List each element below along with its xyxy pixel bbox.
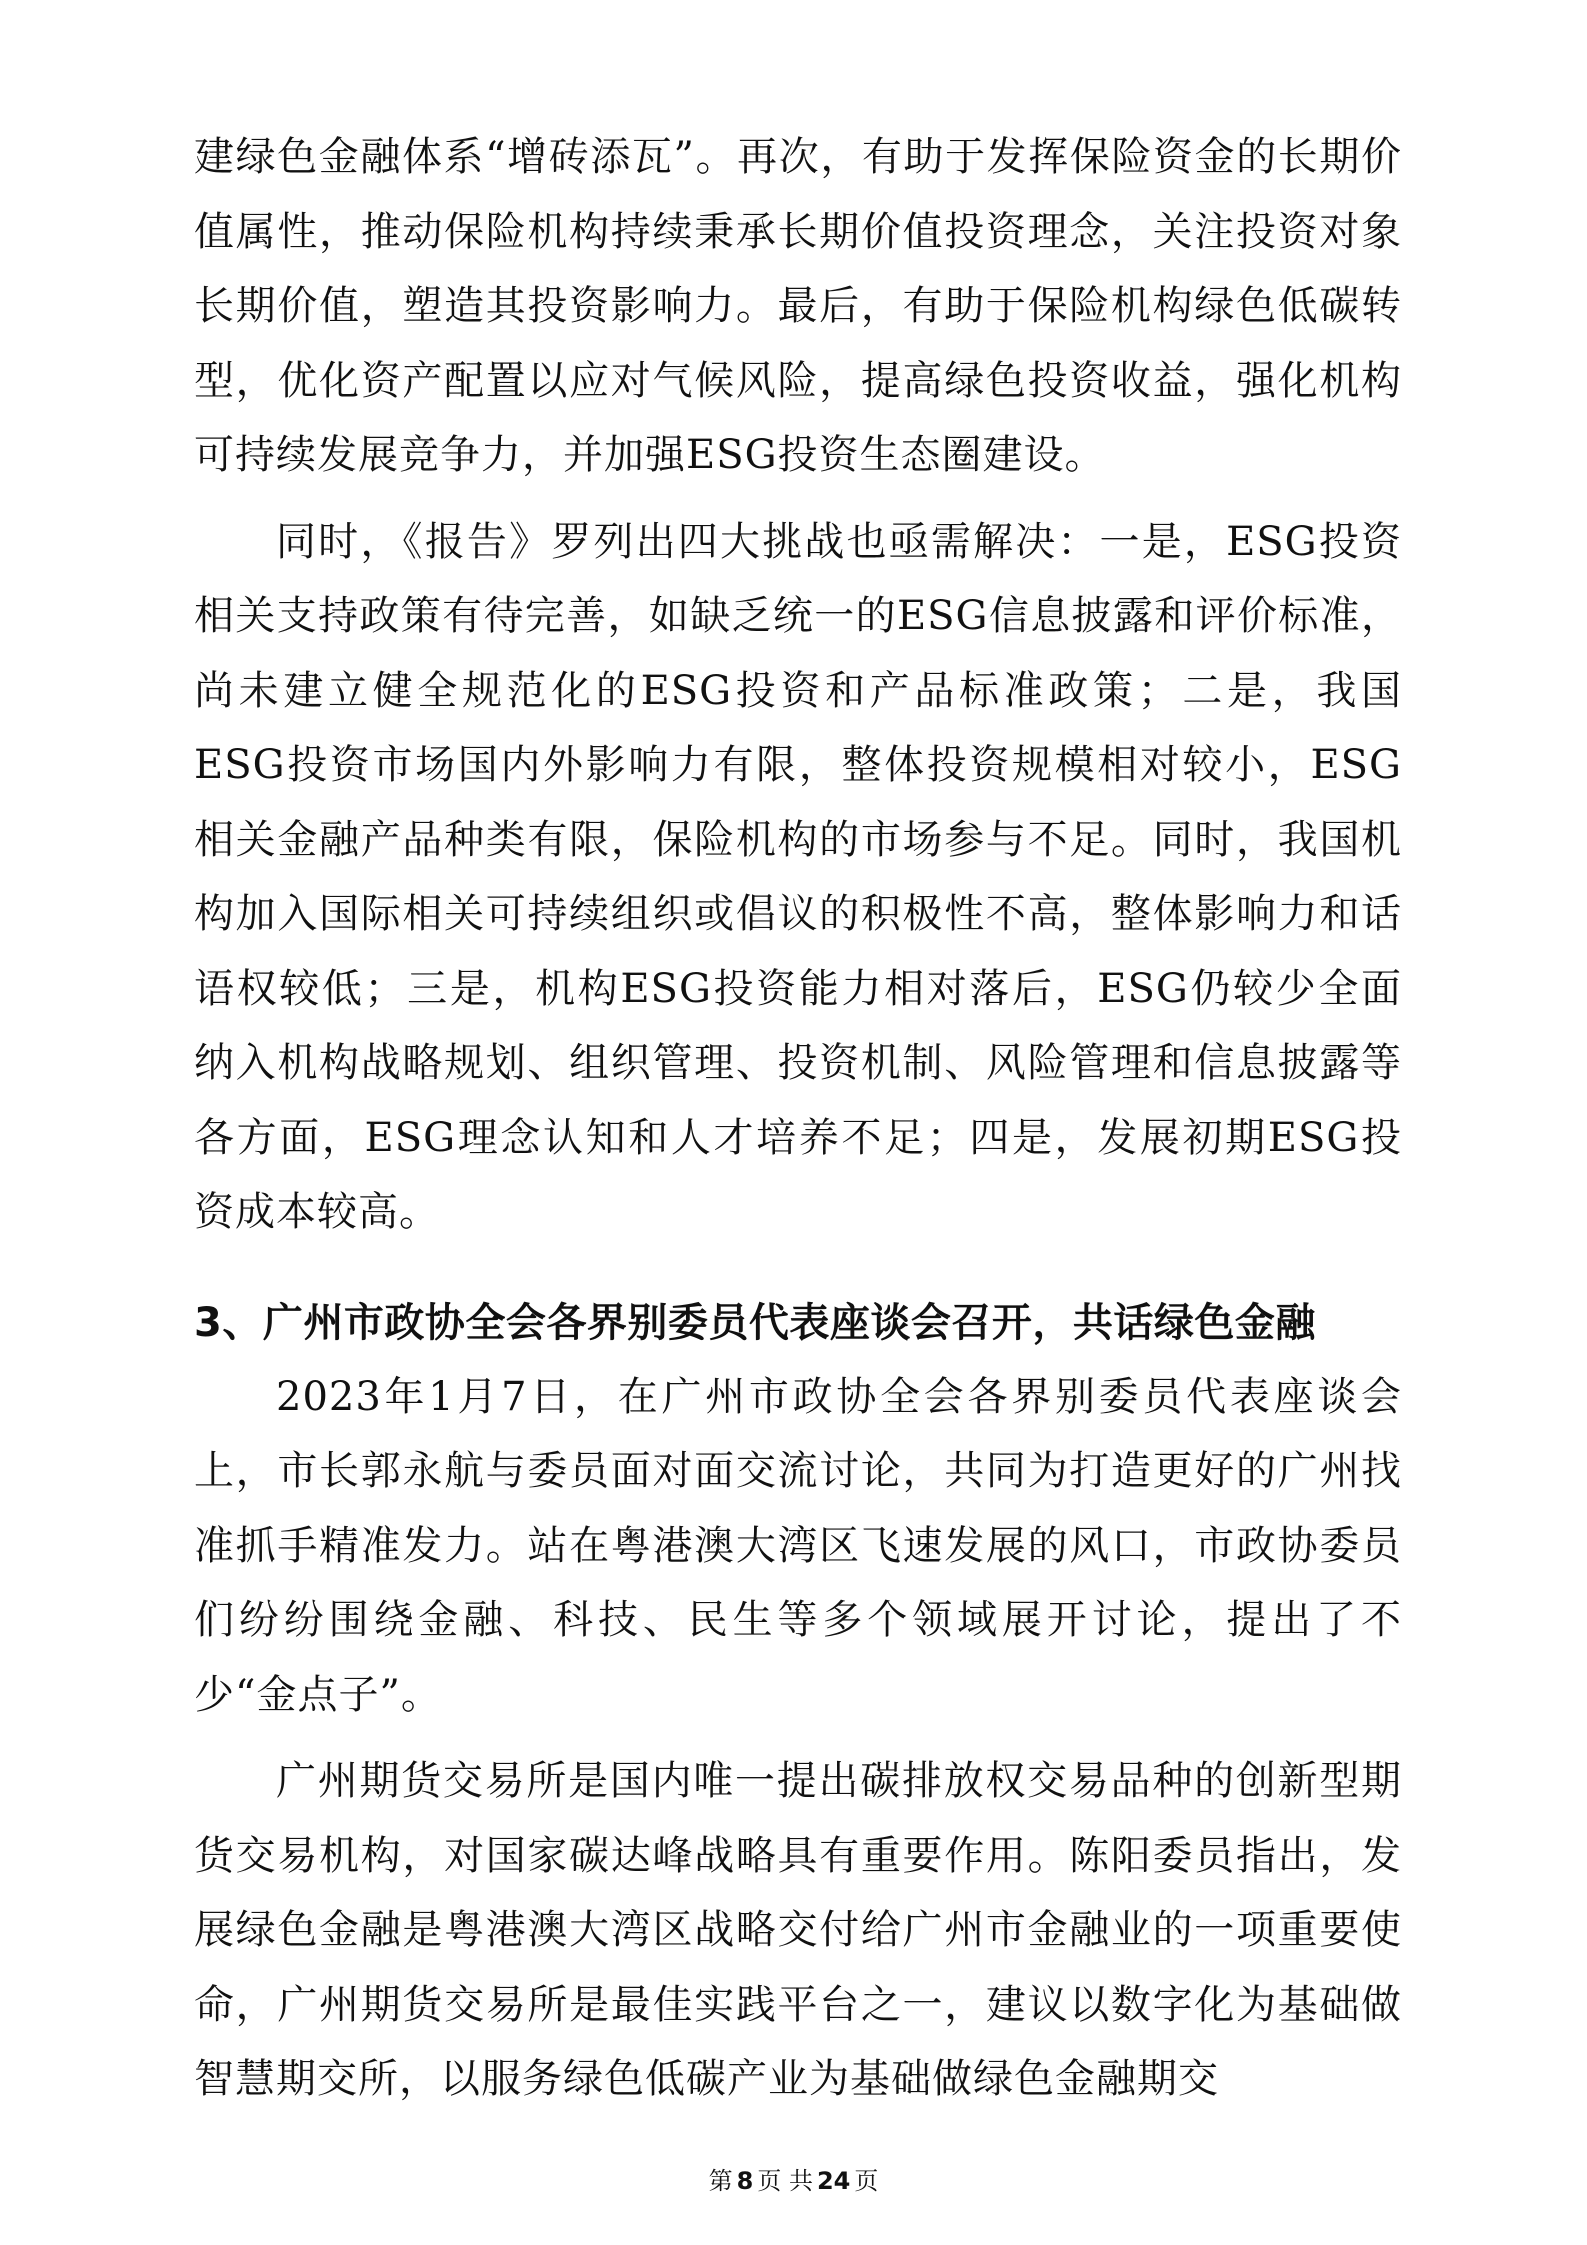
current-page-number: 8 — [736, 2167, 754, 2195]
total-pages-number: 24 — [816, 2167, 851, 2195]
page-body — [194, 120, 1402, 2117]
paragraph-challenges: 同时，《报告》罗列出四大挑战也亟需解决：一是，ESG投资相关支持政策有待完善，如缺乏统一的ESG信息披露和评价标准，尚未建立健全规范化的ESG投资和产品标准政策；二是，我国ESG投资市场国内外影响力有限，整体投资规模相对较小，ESG相关金融产品种类有限，保险机构的市场参与不足。同时，我国机构加入国际相关可持续组织或倡议的积极性不高，整体影响力和话语权较低；三是，机构ESG投资能力相对落后，ESG仍较少全面纳入机构战略规划、组织管理、投资机制、风险管理和信息披露等各方面，ESG理念认知和人才培养不足；四是，发展初期ESG投资成本较高。 — [194, 518, 1402, 1235]
footer-middle: 页 共 — [757, 2167, 813, 2195]
paragraph-forum: 2023年1月7日，在广州市政协全会各界别委员代表座谈会上，市长郭永航与委员面对面交流讨论，共同为打造更好的广州找准抓手精准发力。站在粤港澳大湾区飞速发展的风口，市政协委员们纷纷围绕金融、科技、民生等多个领域展开讨论，提出了不少“金点子”。 — [194, 1373, 1402, 1718]
paragraph-gfex: 广州期货交易所是国内唯一提出碳排放权交易品种的创新型期货交易机构，对国家碳达峰战略具有重要作用。陈阳委员指出，发展绿色金融是粤港澳大湾区战略交付给广州市金融业的一项重要使命，广州期货交易所是最佳实践平台之一，建议以数字化为基础做智慧期交所，以服务绿色低碳产业为基础做绿色金融期交 — [194, 1758, 1402, 2102]
paragraph-continued: 建绿色金融体系“增砖添瓦”。再次，有助于发挥保险资金的长期价值属性，推动保险机构持续秉承长期价值投资理念，关注投资对象长期价值，塑造其投资影响力。最后，有助于保险机构绿色低碳转型，优化资产配置以应对气候风险，提高绿色投资收益，强化机构可持续发展竞争力，并加强ESG投资生态圈建设。 — [194, 134, 1402, 478]
page-footer — [0, 2166, 1587, 2196]
footer-prefix: 第 — [708, 2167, 733, 2195]
section-heading: 3、广州市政协全会各界别委员代表座谈会召开，共话绿色金融 — [194, 1299, 1316, 1346]
footer-suffix: 页 — [854, 2167, 879, 2195]
